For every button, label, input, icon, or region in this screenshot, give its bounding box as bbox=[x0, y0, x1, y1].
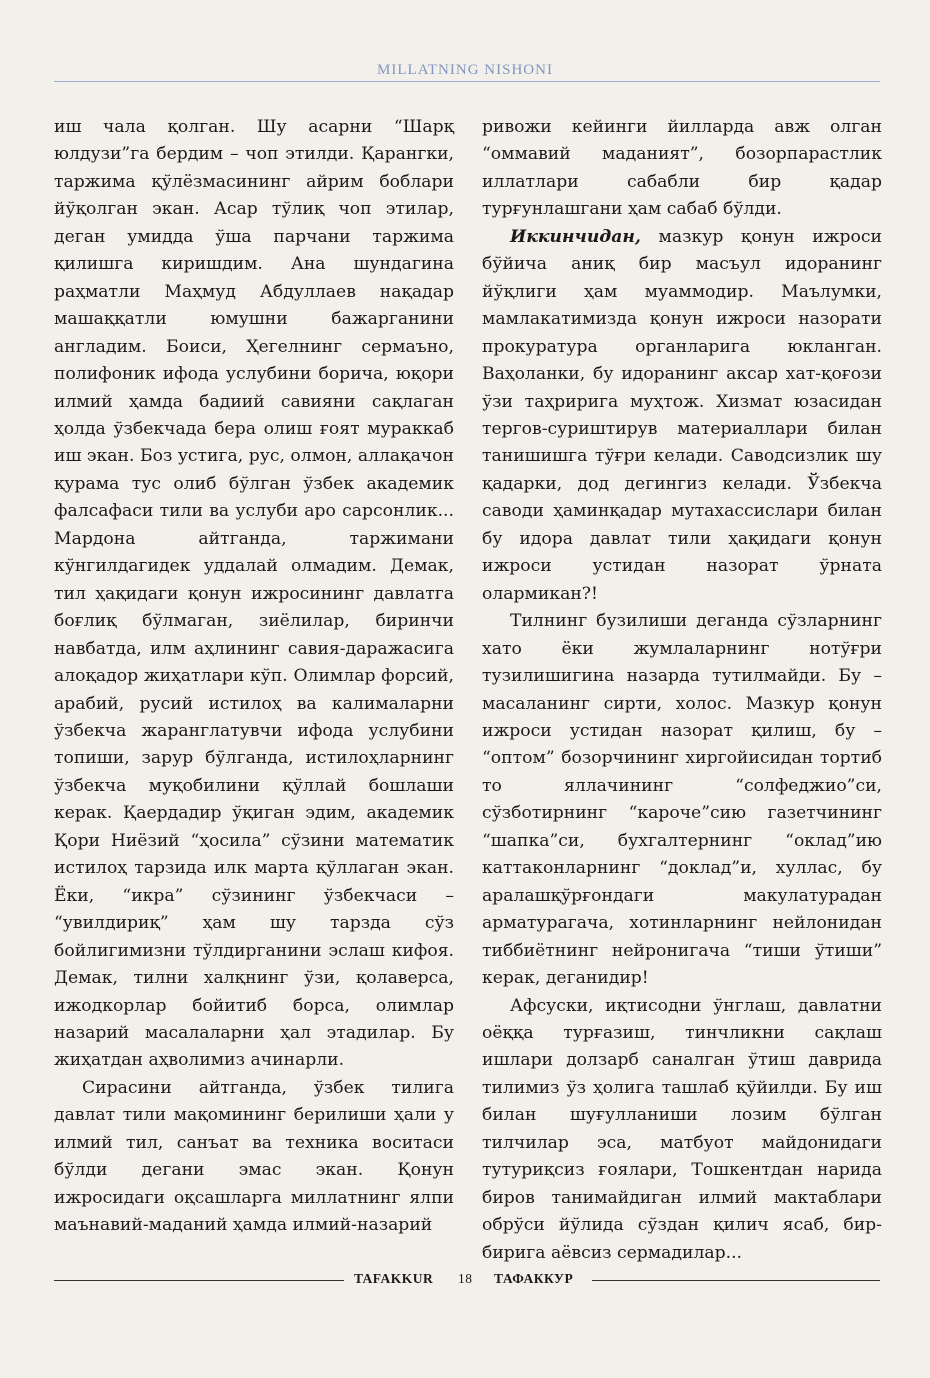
left-column bbox=[54, 114, 454, 1240]
lead-word: Иккинчидан, bbox=[510, 226, 641, 247]
page-footer bbox=[54, 1268, 880, 1292]
magazine-name-latin: TAFAKKUR bbox=[354, 1271, 434, 1286]
paragraph: Сирасини айтганда, ўзбек тилига давлат тили мақомининг берилиши ҳали у илмий тил, санъат ва техника воситаси бўлди дегани эмас экан. Қонун ижросидаги оқсашларга миллатнинг ялпи маънавий-маданий ҳамда илмий-назарий bbox=[54, 1077, 454, 1236]
magazine-name-cyrillic: ТАФАККУР bbox=[494, 1271, 574, 1286]
page-number: 18 bbox=[458, 1271, 473, 1286]
paragraph bbox=[482, 224, 882, 608]
paragraph: иш чала қолган. Шу асарни “Шарқ юлдузи”га бердим – чоп этилди. Қарангки, таржима қўлёзмасининг айрим боблари йўқолган экан. Асар тўлиқ чоп этилар, деган умидда ўша парчани таржима қилишга киришдим. Ана шундагина раҳматли Маҳмуд Абдуллаев нақадар машаққатли юмушни бажарганини англадим. Боиси, Ҳегелнинг сермаъно, полифоник ифода услубини борича, юқори илмий ҳамда бадиий савияни сақлаган ҳолда ўзбекчада бера олиш ғоят мураккаб иш экан. Боз устига, рус, олмон, аллақачон қурама тус олиб бўлган ўзбек академик фалсафаси тили ва услуби аро сарсонлик... Мардона айтганда, таржимани кўнгилдагидек уддалай олмадим. Демак, тил ҳақидаги қонун ижросининг давлатга боғлиқ бўлмаган, зиёлилар, биринчи навбатда, илм аҳлининг савия-даражасига алоқадор жиҳатлари кўп. Олимлар форсий, арабий, русий истилоҳ ва калималарни ўзбекча жаранглатувчи ифода услубини топиши, зарур бўлганда, истилоҳларнинг ўзбекча муқобилини қўллай бошлаши керак. Қаердадир ўқиган эдим, академик Қори Ниёзий “ҳосила” сўзини математик истилоҳ тарзида илк марта қўллаган экан. Ёки, “икра” сўзининг ўзбекчаси – “увилдириқ” ҳам шу тарзда сўз бойлигимизни тўлдирганини эслаш кифоя. Демак, тилни халқнинг ўзи, қолаверса, ижодкорлар бойитиб борса, олимлар назарий масалаларни ҳал этадилар. Бу жиҳатдан аҳволимиз ачинарли. bbox=[54, 117, 454, 1071]
footer-rule-right bbox=[592, 1280, 880, 1281]
paragraph: ривожи кейинги йилларда авж олган “оммавий маданият”, бозорпарастлик иллатлари сабабли бир қадар турғунлашгани ҳам сабаб бўлди. bbox=[482, 117, 882, 220]
paragraph: Афсуски, иқтисодни ўнглаш, давлатни оёққа турғазиш, тинчликни сақлаш ишлари долзарб саналган ўтиш даврида тилимиз ўз ҳолига ташлаб қўйилди. Бу иш билан шуғулланиши лозим бўлган тилчилар эса, матбуот майдонидаги тутуриқсиз ғоялари, Тошкентдан нарида биров танимайдиган илмий мактаблари обрўси йўлида сўздан қилич ясаб, бир-бирига аёвсиз сермадилар... bbox=[482, 995, 882, 1263]
paragraph-text: мазкур қонун ижроси бўйича аниқ бир масъул идоранинг йўқлиги ҳам муаммодир. Маълумки, мамлакатимизда қонун ижроси назорати прокуратура органларига юкланган. Ваҳоланки, бу идоранинг аксар хат-қоғози ўзи таҳририга муҳтож. Хизмат юзасидан тергов-суриштирув материаллари билан танишишга тўғри келади. Саводсизлик шу қадарки, дод дегингиз келади. Ўзбекча саводи ҳаминқадар мутахассислари билан бу идора давлат тили ҳақидаги қонун ижроси устидан назорат ўрната олармикан?! bbox=[482, 226, 882, 604]
paragraph: Тилнинг бузилиши деганда сўзларнинг хато ёки жумлаларнинг нотўғри тузилишигина назарда тутилмайди. Бу – масаланинг сирти, холос. Мазкур қонун ижроси устидан назорат қилиш, бу – “оптом” бозорчининг хиргойисидан тортиб то яллачининг “солфеджио”си, сўзботирнинг “кароче”сию газетчининг “шапка”си, бухгалтернинг “оклад”ию каттаконларнинг “доклад”и, хуллас, бу аралашқўрғондаги макулатурадан арматурагача, хотинларнинг нейлонидан тиббиётнинг нейронигача “тиши ўтиши” керак, деганидир! bbox=[482, 611, 882, 989]
footer-rule-left bbox=[54, 1280, 344, 1281]
header-rule bbox=[54, 81, 880, 82]
right-column bbox=[482, 114, 882, 1267]
running-title: MILLATNING NISHONI bbox=[377, 62, 553, 78]
